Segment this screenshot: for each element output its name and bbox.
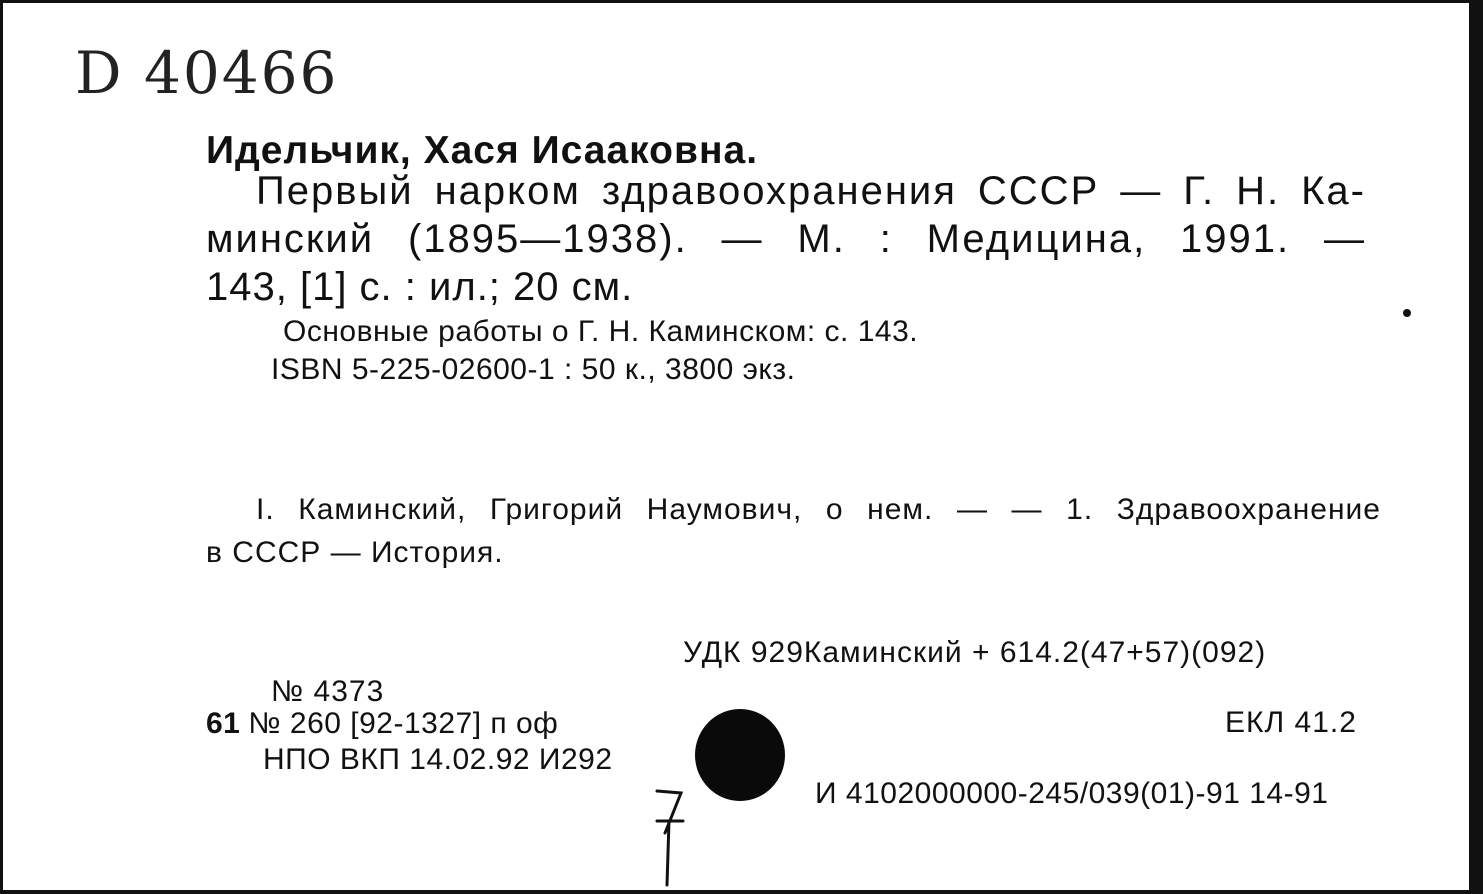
udk-classification: УДК 929Каминский + 614.2(47+57)(092) [683,636,1267,669]
print-info-line-1 [206,707,558,741]
bibliography-note: Основные работы о Г. Н. Каминском: с. 143. [283,315,919,348]
punch-hole [695,709,785,801]
title-line-3: 143, [1] с. : ил.; 20 см. [206,265,634,309]
subject-tracing-line-2: в СССР — История. [206,536,504,569]
print-info-line-2: НПО ВКП 14.02.92 И292 [263,743,613,776]
isbn-price-line: ISBN 5-225-02600-1 : 50 к., 3800 экз. [271,353,796,386]
title-line-1: Первый нарком здравоохранения СССР — Г. Н. Ка- [256,169,1366,213]
card-number: № 4373 [271,675,385,708]
ekl-classification: ЕКЛ 41.2 [1225,706,1357,739]
print-info-lead: 61 [206,707,241,740]
print-info-text: № 260 [92-1327] п оф [248,707,559,740]
handwritten-mark-icon [643,781,703,891]
handwritten-accession-code: D 40466 [75,39,339,107]
ink-dot [1403,309,1411,317]
author-heading: Идельчик, Хася Исааковна. [206,129,759,172]
subject-tracing-line-1: I. Каминский, Григорий Наумович, о нем. — — 1. Здравоохранение [256,493,1381,526]
title-line-2: минский (1895—1938). — М. : Медицина, 1991. — [206,217,1366,261]
publisher-code-line: И 4102000000-245/039(01)-91 14-91 [815,777,1329,810]
